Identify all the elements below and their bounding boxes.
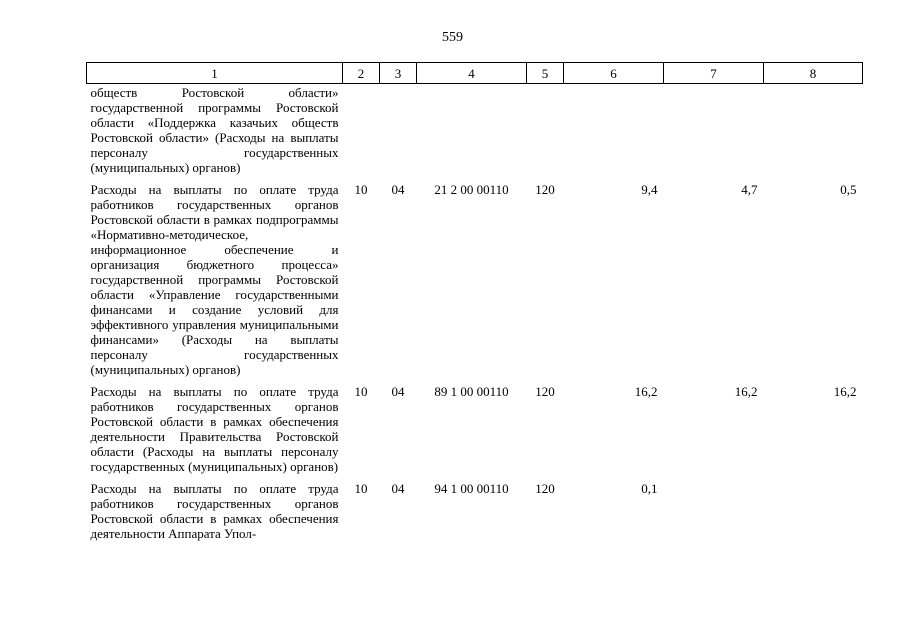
page-number: 559 xyxy=(442,30,463,45)
column-header-2: 2 xyxy=(343,63,380,84)
row-description: Расходы на выплаты по оплате труда работников государственных органов Ростовской области в рамках обеспечения деятельности Аппарата Упол- xyxy=(90,481,339,541)
cell-amount-6 xyxy=(564,84,664,183)
column-header-5: 5 xyxy=(527,63,564,84)
column-header-3: 3 xyxy=(380,63,417,84)
cell-section: 10 xyxy=(354,481,368,496)
cell-subsection: 04 xyxy=(391,182,405,197)
cell-target-article xyxy=(417,84,527,183)
table-header-row xyxy=(87,63,863,84)
cell-amount-8 xyxy=(764,84,863,183)
column-header-1: 1 xyxy=(87,63,343,84)
row-description: обществ Ростовской области» государственной программы Ростовской области «Поддержка казачьих обществ Ростовской области» (Расходы на выплаты персоналу государственных (муниципальных) органов) xyxy=(90,85,339,175)
cell-target-article: 89 1 00 00110 xyxy=(434,384,509,399)
cell-section xyxy=(343,84,380,183)
cell-target-article: 94 1 00 00110 xyxy=(434,481,509,496)
cell-amount-6: 0,1 xyxy=(641,481,658,496)
cell-amount-8: 16,2 xyxy=(833,384,857,399)
cell-target-article: 21 2 00 00110 xyxy=(434,182,509,197)
cell-subsection: 04 xyxy=(391,384,405,399)
table-row xyxy=(87,182,863,384)
cell-amount-8 xyxy=(764,481,863,541)
cell-amount-7: 16,2 xyxy=(734,384,758,399)
row-description: Расходы на выплаты по оплате труда работников государственных органов Ростовской области в рамках подпрограммы «Нормативно-методическое, информационное обеспечение и организация бюджетного процесса» государственной программы Ростовской области «Управление государственными финансами и создание условий для эффективного управления муниципальными финансами» (Расходы на выплаты персоналу государственных (муниципальных) органов) xyxy=(90,182,339,377)
cell-amount-7 xyxy=(664,481,764,541)
budget-table xyxy=(86,62,863,541)
column-header-4: 4 xyxy=(417,63,527,84)
column-header-7: 7 xyxy=(664,63,764,84)
cell-expense-type xyxy=(527,84,564,183)
cell-subsection xyxy=(380,84,417,183)
cell-section: 10 xyxy=(354,384,368,399)
cell-expense-type: 120 xyxy=(535,182,555,197)
cell-expense-type: 120 xyxy=(535,481,555,496)
row-description: Расходы на выплаты по оплате труда работников государственных органов Ростовской области в рамках обеспечения деятельности Правительства Ростовской области (Расходы на выплаты персоналу государственных (муниципальных) органов) xyxy=(90,384,339,474)
cell-amount-6: 9,4 xyxy=(641,182,658,197)
cell-amount-8: 0,5 xyxy=(840,182,857,197)
cell-amount-6: 16,2 xyxy=(634,384,658,399)
cell-subsection: 04 xyxy=(391,481,405,496)
cell-amount-7 xyxy=(664,84,764,183)
cell-amount-7: 4,7 xyxy=(741,182,758,197)
column-header-8: 8 xyxy=(764,63,863,84)
table-row xyxy=(87,481,863,541)
cell-section: 10 xyxy=(354,182,368,197)
table-row xyxy=(87,84,863,183)
table-row xyxy=(87,384,863,481)
column-header-6: 6 xyxy=(564,63,664,84)
cell-expense-type: 120 xyxy=(535,384,555,399)
